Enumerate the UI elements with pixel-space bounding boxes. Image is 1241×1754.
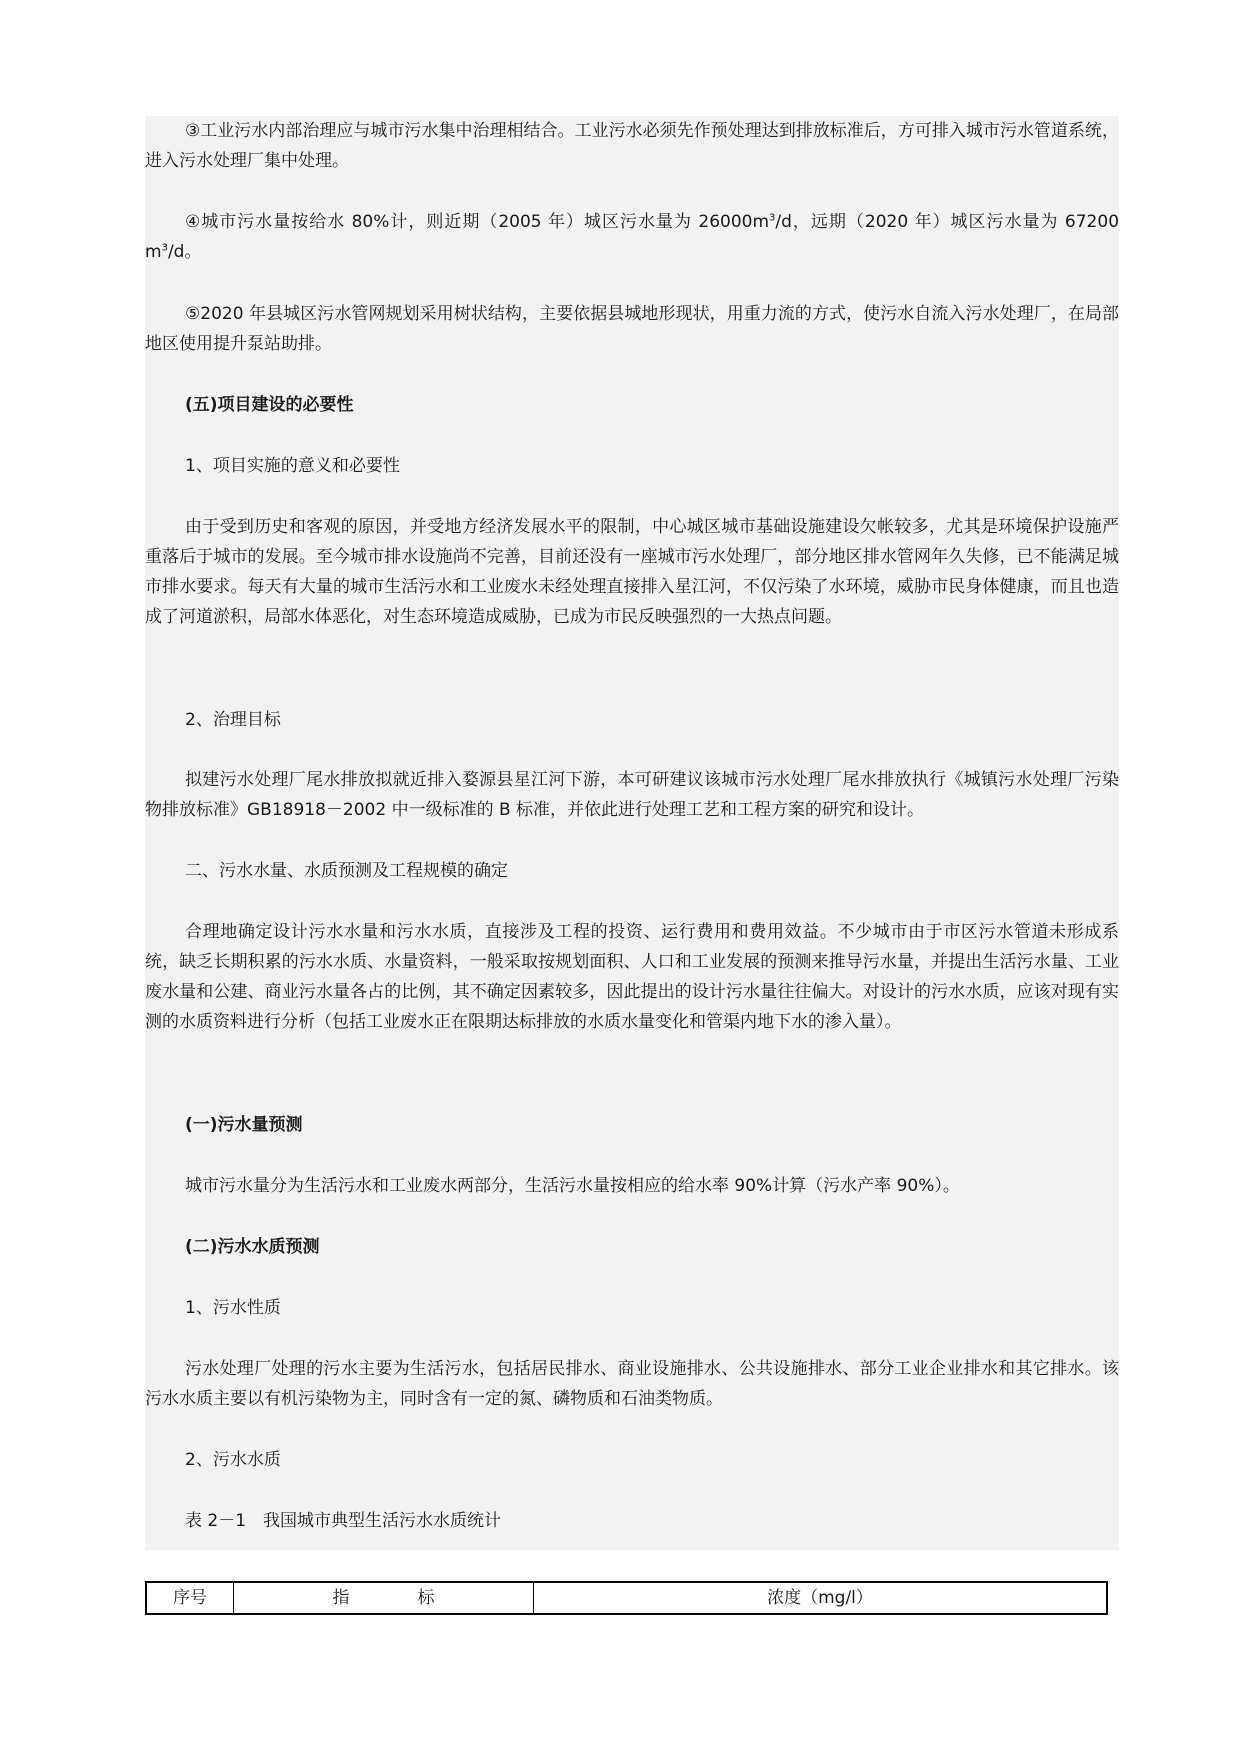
heading-sewage-nature: 1、污水性质 xyxy=(185,1298,281,1318)
header-index: 序号 xyxy=(147,1583,234,1613)
heading-project-necessity: (五)项目建设的必要性 xyxy=(185,395,354,415)
paragraph-sewage-volume: ④城市污水量按给水 80%计，则近期（2005 年）城区污水量为 $26000m^3/d$，远期（2020 年）城区污水量为 67200 $m^3/d$。 xyxy=(145,212,1120,262)
header-indicator: 指 标 xyxy=(234,1583,534,1613)
table-caption: 表 2－1 我国城市典型生活污水水质统计 xyxy=(185,1511,502,1531)
heading-significance: 1、项目实施的意义和必要性 xyxy=(185,456,400,476)
paragraph-design-determination: 合理地确定设计污水水量和污水水质，直接涉及工程的投资、运行费用和费用效益。不少城市由于市区污水管道未形成系统，缺乏长期积累的污水水质、水量资料，一般采取按规划面积、人口和工业发展的预测来推导污水量，并提出生活污水量、工业废水量和公建、商业污水量各占的比例，其不确定因素较多，因此提出的设计污水量往往偏大。对设计的污水水质，应该对现有实测的水质资料进行分析（包括工业废水正在限期达标排放的水质水量变化和管渠内地下水的渗入量）。 xyxy=(145,922,1119,1032)
paragraph-background: 由于受到历史和客观的原因，并受地方经济发展水平的限制，中心城区城市基础设施建设欠帐较多，尤其是环境保护设施严重落后于城市的发展。至今城市排水设施尚不完善，目前还没有一座城市污水处理厂，部分地区排水管网年久失修，已不能满足城市排水要求。每天有大量的城市生活污水和工业废水未经处理直接排入星江河，不仅污染了水环境，威胁市民身体健康，而且也造成了河道淤积，局部水体恶化，对生态环境造成威胁，已成为市民反映强烈的一大热点问题。 xyxy=(145,517,1119,627)
paragraph-industrial-sewage: ③工业污水内部治理应与城市污水集中治理相结合。工业污水必须先作预处理达到排放标准后，方可排入城市污水管道系统，进入污水处理厂集中处理。 xyxy=(145,121,1119,171)
paragraph-volume-calc: 城市污水量分为生活污水和工业废水两部分，生活污水量按相应的给水率 90%计算（污水产率 90%）。 xyxy=(185,1176,960,1196)
heading-treatment-goal: 2、治理目标 xyxy=(185,710,281,730)
heading-volume-forecast: (一)污水量预测 xyxy=(185,1115,303,1135)
quality-table-header xyxy=(145,1581,1108,1615)
heading-volume-quality: 二、污水水量、水质预测及工程规模的确定 xyxy=(185,861,508,881)
paragraph-pipe-network: ⑤2020 年县城区污水管网规划采用树状结构，主要依据县城地形现状，用重力流的方式，使污水自流入污水处理厂，在局部地区使用提升泵站助排。 xyxy=(145,304,1119,354)
paragraph-discharge-standard: 拟建污水处理厂尾水排放拟就近排入婺源县星江河下游，本可研建议该城市污水处理厂尾水排放执行《城镇污水处理厂污染物排放标准》GB18918－2002 中一级标准的 B 标准，并依此进行处理工艺和工程方案的研究和设计。 xyxy=(145,770,1119,820)
heading-quality-forecast: (二)污水水质预测 xyxy=(185,1237,320,1257)
heading-sewage-quality: 2、污水水质 xyxy=(185,1450,281,1470)
paragraph-sewage-composition: 污水处理厂处理的污水主要为生活污水，包括居民排水、商业设施排水、公共设施排水、部分工业企业排水和其它排水。该污水水质主要以有机污染物为主，同时含有一定的氮、磷物质和石油类物质。 xyxy=(145,1359,1119,1409)
header-concentration: 浓度（mg/l） xyxy=(767,1588,873,1608)
